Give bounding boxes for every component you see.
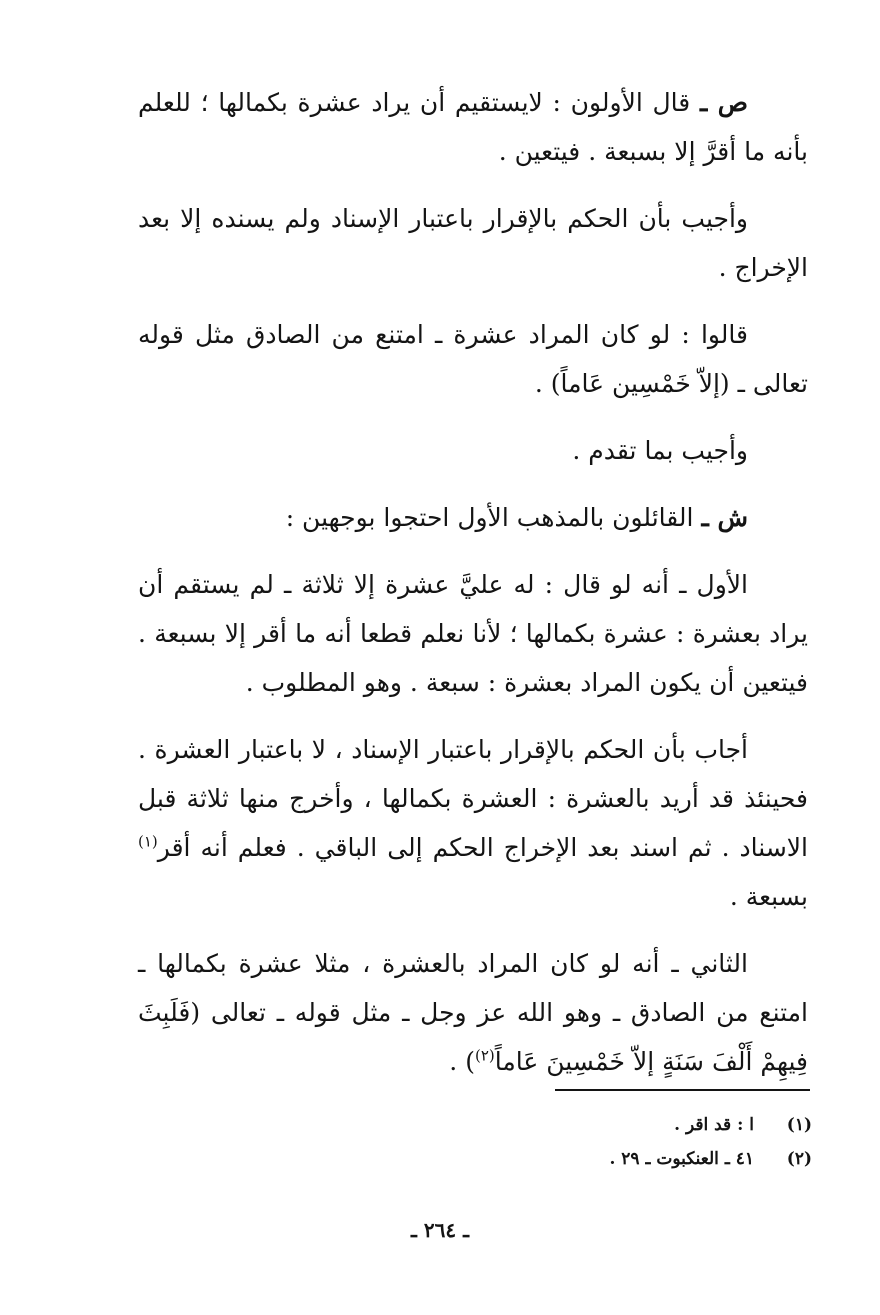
paragraph-6 bbox=[138, 560, 808, 707]
paragraph-text: الثاني ـ أنه لو كان المراد بالعشرة ، مثلا عشرة بكمالها ـ امتنع من الصادق ـ وهو الله عز وجل ـ مثل قوله ـ تعالى (فَلَبِثَ فِيهِمْ أَلْفَ سَنَةٍ إلاّ خَمْسِينَ عَاماً bbox=[138, 949, 808, 1076]
paragraph-text: قالوا : لو كان المراد عشرة ـ امتنع من الصادق مثل قوله تعالى ـ (إلاّ خَمْسِين عَاماً) . bbox=[138, 320, 808, 398]
footnote-reference-1[interactable]: (١) bbox=[138, 832, 158, 851]
footnotes bbox=[460, 1108, 812, 1176]
section-marker-sad: ص ـ bbox=[699, 88, 748, 117]
paragraph-text: قال الأولون : لايستقيم أن يراد عشرة بكمالها ؛ للعلم بأنه ما أقرَّ إلا بسبعة . فيتعين . bbox=[138, 88, 808, 166]
footnote-1 bbox=[460, 1108, 812, 1142]
paragraph-7 bbox=[138, 725, 808, 921]
paragraph-text: وأجيب بأن الحكم بالإقرار باعتبار الإسناد ولم يسنده إلا بعد الإخراج . bbox=[138, 204, 808, 282]
footnote-number: (١) bbox=[786, 1115, 812, 1135]
footnote-text: ا : قد اقر . bbox=[674, 1115, 754, 1135]
paragraph-text-end: ) . bbox=[449, 1047, 475, 1076]
paragraph-text-end: بسبعة . bbox=[729, 882, 808, 911]
paragraph-1 bbox=[138, 78, 808, 176]
paragraph-text: الأول ـ أنه لو قال : له عليَّ عشرة إلا ثلاثة ـ لم يستقم أن يراد بعشرة : عشرة بكمالها ؛ لأنا نعلم قطعا أنه ما أقر إلا بسبعة . فيتعين أن يكون المراد بعشرة : سبعة . وهو المطلوب . bbox=[138, 570, 808, 697]
footnote-text: ٤١ ـ العنكبوت ـ ٢٩ . bbox=[609, 1149, 754, 1169]
paragraph-3 bbox=[138, 310, 808, 408]
footnote-divider bbox=[555, 1089, 810, 1091]
footnote-reference-2[interactable]: (٢) bbox=[474, 1046, 495, 1065]
paragraph-4 bbox=[138, 426, 808, 475]
paragraph-2 bbox=[138, 194, 808, 292]
footnote-2 bbox=[460, 1142, 812, 1176]
footnote-number: (٢) bbox=[786, 1149, 812, 1169]
paragraph-text: وأجيب بما تقدم . bbox=[572, 436, 748, 465]
paragraph-8 bbox=[138, 939, 808, 1086]
paragraph-5 bbox=[138, 493, 808, 542]
main-text bbox=[138, 78, 808, 1104]
paragraph-text: القائلون بالمذهب الأول احتجوا بوجهين : bbox=[285, 503, 694, 532]
page-number: ـ ٢٦٤ ـ bbox=[411, 1218, 469, 1242]
paragraph-text: أجاب بأن الحكم بالإقرار باعتبار الإسناد ، لا باعتبار العشرة . فحينئذ قد أريد بالعشرة : العشرة بكمالها ، وأخرج منها ثلاثة قبل الاسناد . ثم اسند بعد الإخراج الحكم إلى الباقي . فعلم أنه أقر bbox=[138, 735, 808, 862]
section-marker-shin: ش ـ bbox=[701, 503, 748, 532]
